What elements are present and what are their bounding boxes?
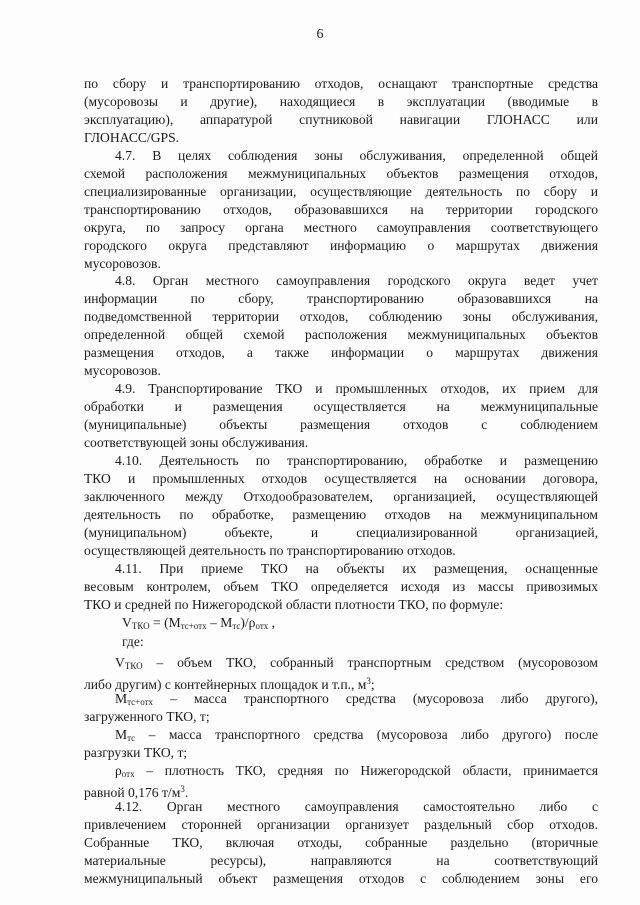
text-line: специализированные организации, осуществляющие деятельность по сбору и xyxy=(84,184,598,199)
text-line: 4.7. В целях соблюдения зоны обслуживания, определенной общей xyxy=(115,148,598,163)
volume-formula: $V_{ТКО} = (М_{тс+отх} - М_{тс})/\rho_{отх}$ , xyxy=(122,615,276,631)
definition-loaded-mass-cont: загруженного ТКО, т; xyxy=(84,709,210,724)
text-line: заключенного между Отходообразователем, организацией, осуществляющей xyxy=(84,489,598,504)
text-line: материальные ресурсы), направляются на соответствующий xyxy=(84,853,598,868)
text-line: ТКО и промышленных отходов осуществляется на основании договора, xyxy=(84,471,598,486)
text-line: осуществляющей деятельность по транспортированию отходов. xyxy=(84,543,456,558)
text-line: эксплуатацию), аппаратурой спутниковой навигации ГЛОНАСС или xyxy=(84,112,598,127)
definition-density-cont: равной 0,176 $т/м^3$. xyxy=(84,784,189,800)
text-line: по сбору и транспортированию отходов, оснащают транспортные средства xyxy=(84,76,598,91)
text-line: информации по сбору, транспортированию образовавшихся на xyxy=(84,291,598,306)
text-line: обработки и размещения осуществляется на межмуниципальные xyxy=(84,399,598,414)
text-line: определенной общей схемой расположения межмуниципальных объектов xyxy=(84,327,598,342)
text-line: мусоровозов. xyxy=(84,256,161,271)
text-line: городского округа представляют информацию о маршрутах движения xyxy=(84,238,598,253)
definition-density: $\rho_{отх}$ – плотность ТКО, средняя по Нижегородской области, принимается xyxy=(115,763,598,779)
text-line: межмуниципальный объект размещения отходов с соблюдением зоны его xyxy=(84,871,598,886)
definition-empty-mass: $М_{тс}$ – масса транспортного средства (мусоровоза либо другого) после xyxy=(115,727,598,743)
text-line: соответствующей зоны обслуживания. xyxy=(84,435,309,450)
text-line: мусоровозов. xyxy=(84,363,161,378)
text-line: схемой расположения межмуниципальных объектов размещения отходов, xyxy=(84,166,598,181)
text-line: 4.10. Деятельность по транспортированию, обработке и размещению xyxy=(115,453,598,468)
definition-empty-mass-cont: разгрузки ТКО, т; xyxy=(84,745,188,760)
text-line: 4.8. Орган местного самоуправления городского округа ведет учет xyxy=(115,273,598,288)
text-line: 4.11. При приеме ТКО на объекты их размещения, оснащенные xyxy=(115,561,598,576)
definition-volume-cont: либо другим) с контейнерных площадок и т.п., $м^3$; xyxy=(84,676,375,692)
text-line: (муниципальном) объекте, и специализированной организацией, xyxy=(84,525,598,540)
text-line: размещения отходов, а также информации о маршрутах движения xyxy=(84,345,598,360)
text-line: ТКО и средней по Нижегородской области плотности ТКО, по формуле: xyxy=(84,597,504,612)
text-line: Собранные ТКО, включая отходы, собранные раздельно (вторичные xyxy=(84,835,598,850)
text-line: деятельность по обработке, размещению отходов на межмуниципальном xyxy=(84,507,598,522)
text-line: транспортированию отходов, образовавшихся на территории городского xyxy=(84,202,598,217)
text-line: 4.12. Орган местного самоуправления самостоятельно либо с xyxy=(115,799,598,814)
page-number: 6 xyxy=(316,27,324,42)
text-line: округа, по запросу органа местного самоуправления соответствующего xyxy=(84,220,598,235)
text-line: (муниципальные) объекты размещения отходов с соблюдением xyxy=(84,417,598,432)
definition-volume: $V_{ТКО}$ – объем ТКО, собранный транспортным средством (мусоровозом xyxy=(115,655,598,671)
text-line: (мусоровозы и другие), находящиеся в эксплуатации (вводимые в xyxy=(84,94,598,109)
definition-loaded-mass: $М_{тс+отх}$ – масса транспортного средства (мусоровоза либо другого), xyxy=(115,691,598,707)
text-line: весовым контролем, объем ТКО определяется исходя из массы привозимых xyxy=(84,579,598,594)
text-line: ГЛОНАСС/GPS. xyxy=(84,130,180,145)
where-label: где: xyxy=(122,634,144,649)
text-line: подведомственной территории отходов, соблюдению зоны обслуживания, xyxy=(84,309,598,324)
text-line: привлечением сторонней организации организует раздельный сбор отходов. xyxy=(84,817,598,832)
text-line: 4.9. Транспортирование ТКО и промышленных отходов, их прием для xyxy=(115,381,598,396)
